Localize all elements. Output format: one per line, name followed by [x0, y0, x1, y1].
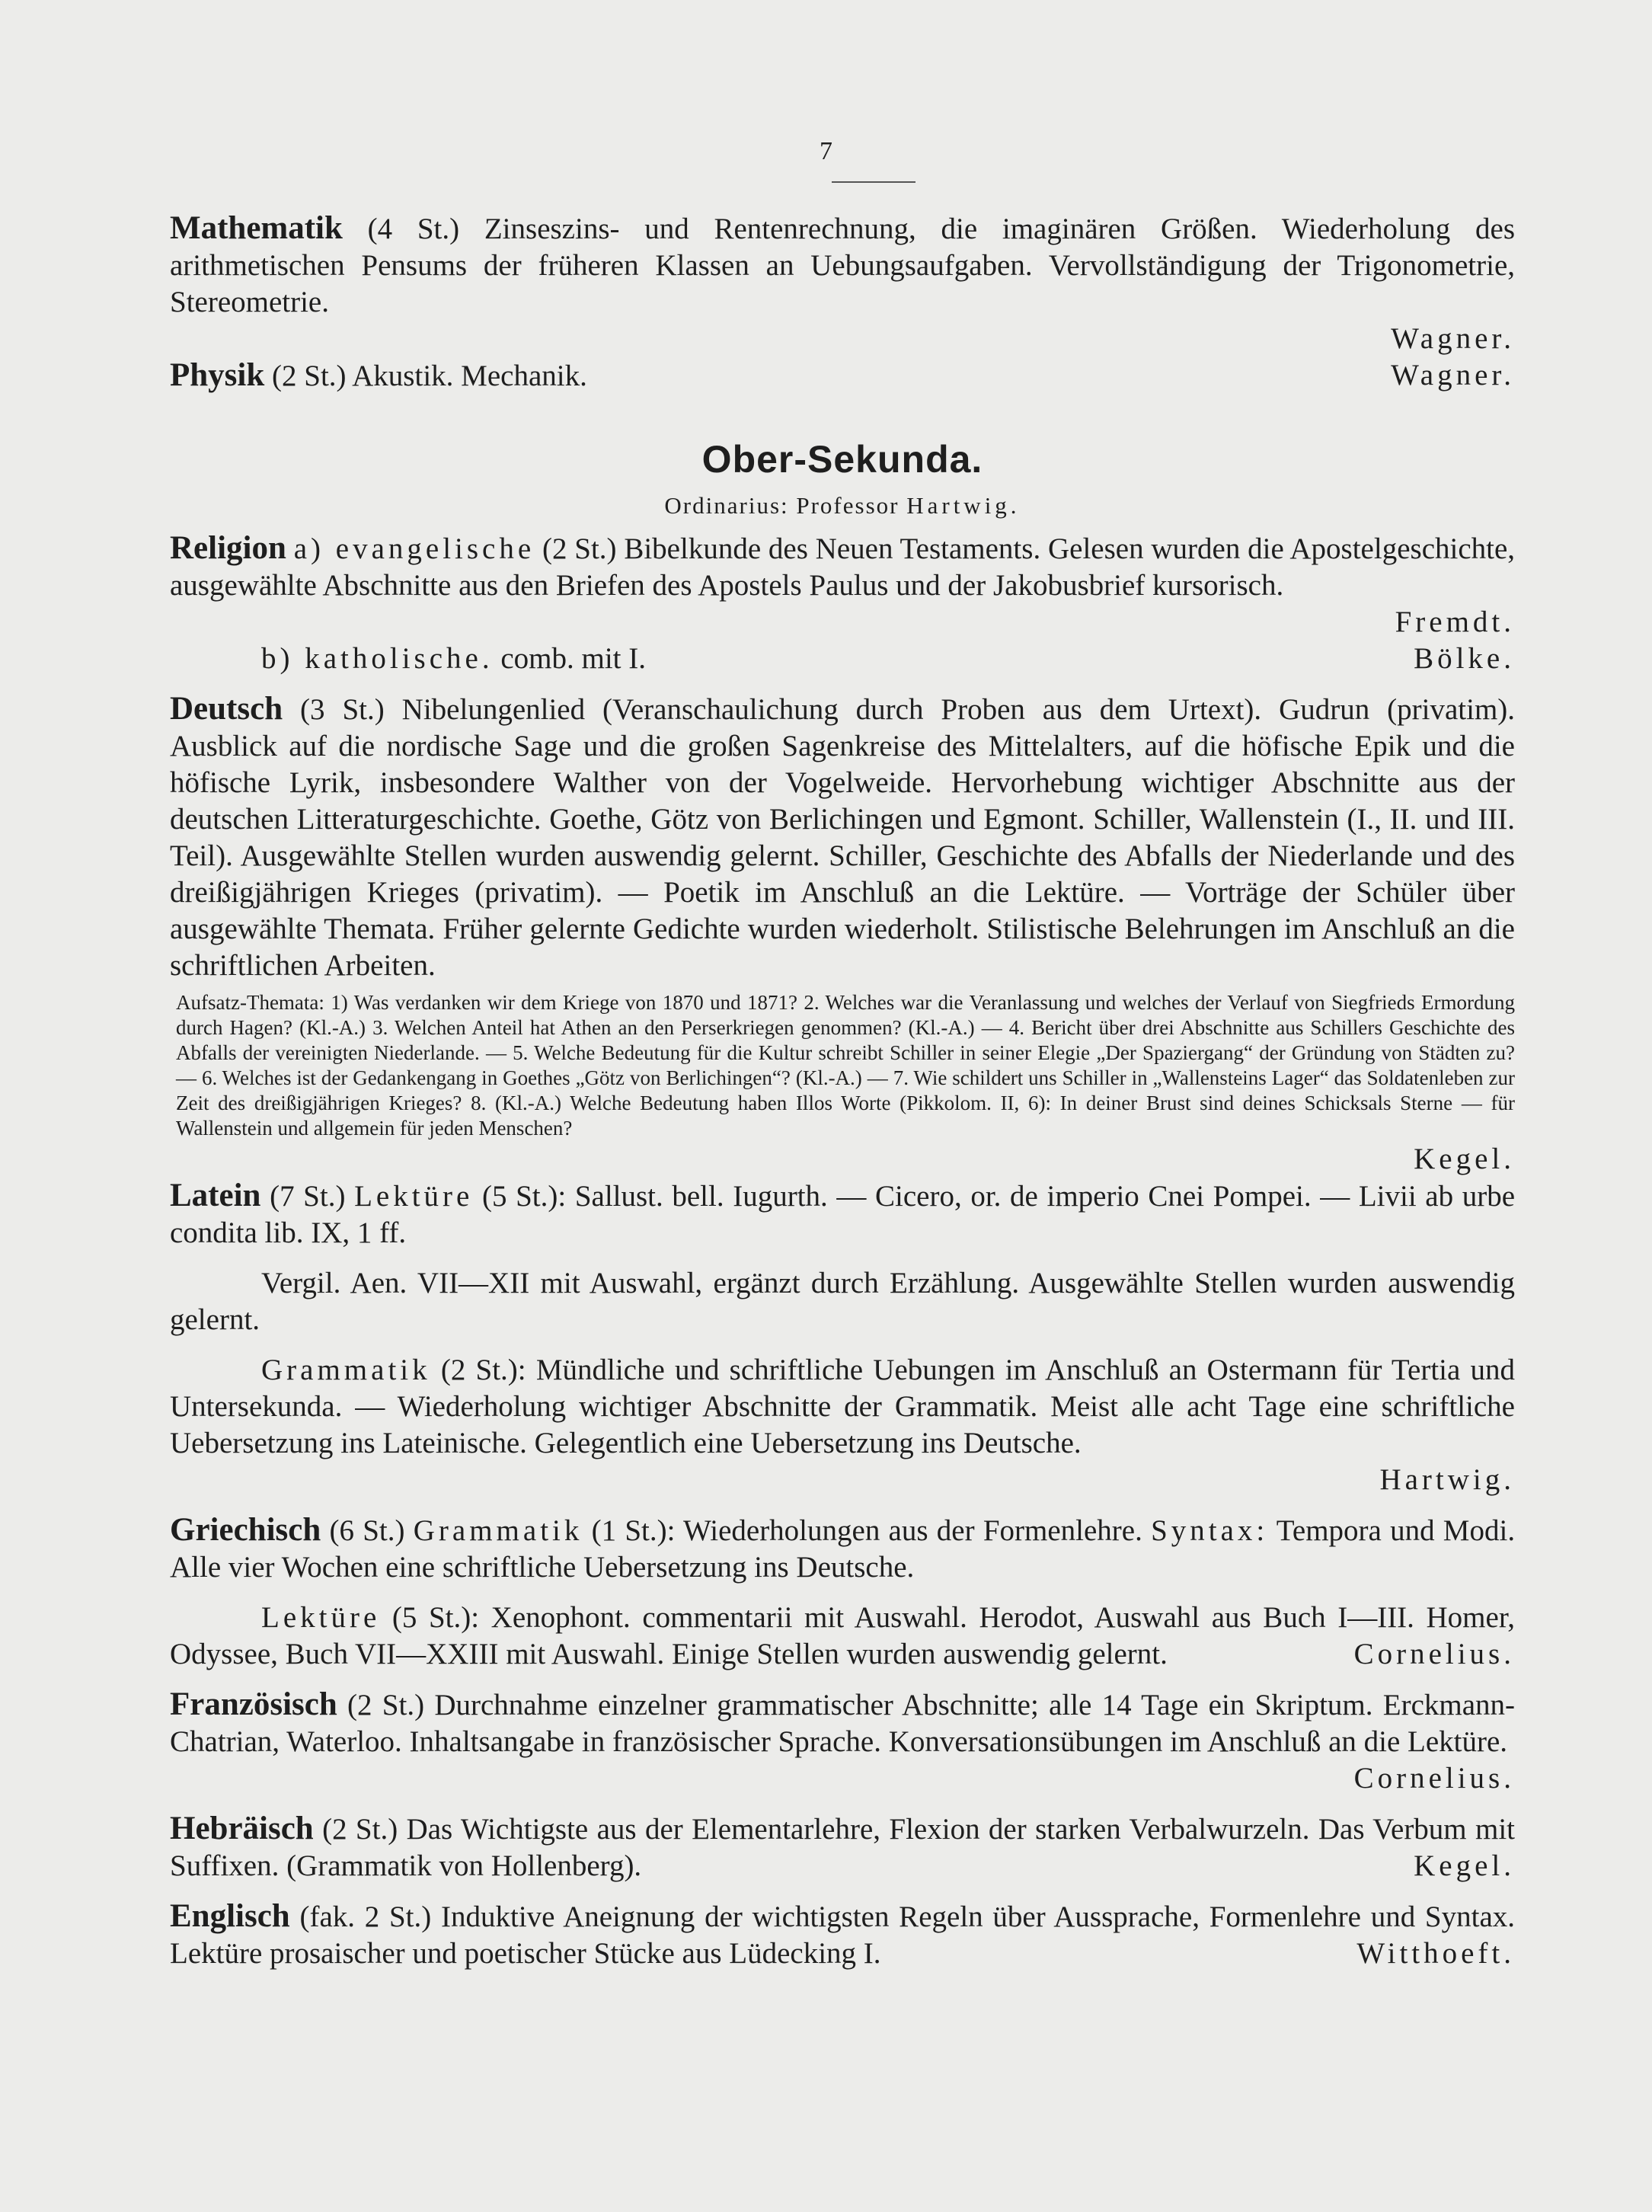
hours: (2 St.) [347, 1689, 425, 1721]
hours: (fak. 2 St.) [299, 1900, 432, 1933]
hours: (2 St.): [440, 1354, 526, 1386]
hours: (6 St.) [329, 1514, 405, 1547]
paragraph-mathematik [170, 210, 1515, 321]
hours: (7 St.) [270, 1180, 346, 1213]
paragraph-text: Wiederholungen aus der Formenlehre. [682, 1514, 1142, 1547]
teacher-name: Wagner. [1391, 322, 1515, 355]
hours: (5 St.): [481, 1180, 567, 1213]
teacher-name: Bölke. [1414, 642, 1515, 675]
hours: (1 St.): [591, 1514, 676, 1547]
hours: (5 St.): [391, 1601, 480, 1634]
paragraph-text: Induktive Aneignung der wichtigsten Regeln über Aussprache, Formenlehre und Syntax. Lektüre prosaischer und poetischer Stücke aus Lüdecking I. [170, 1900, 1516, 1970]
subject-title: Hebräisch [170, 1811, 314, 1846]
paragraph-latein-vergil: Vergil. Aen. VII—XII mit Auswahl, ergänzt durch Erzählung. Ausgewählte Stellen wurden auswendig gelernt. [170, 1267, 1515, 1336]
sub-label: Lektüre [354, 1180, 474, 1213]
section-hebraeisch [170, 1811, 1515, 1884]
subject-title: Latein [170, 1178, 261, 1213]
paragraph-griechisch-lektuere [170, 1600, 1515, 1673]
ordinarius-name: Hartwig. [906, 492, 1021, 519]
paragraph-deutsch [170, 691, 1515, 984]
essay-themes: Aufsatz-Themata: 1) Was verdanken wir dem Kriege von 1870 und 1871? 2. Welches war die Veranlassung und welches der Verlauf von Siegfrieds Ermordung durch Hagen? (Kl.-A.) 3. Welchen Anteil hat Athen an den Perserkriegen genommen? (Kl.-A.) — 4. Bericht über drei Abschnitte aus Schillers Geschichte des Abfalls der vereinigten Niederlande. — 5. Welche Bedeutung für die Kultur schreibt Schiller in seiner Elegie „Der Spaziergang“ der Gründung von Städten zu? — 6. Welches ist der Gedankengang in Goethes „Götz von Berlichingen“? (Kl.-A.) — 7. Wie schildert uns Schiller in „Wallensteins Lager“ das Soldatenleben zur Zeit des dreißigjährigen Krieges? 8. (Kl.-A.) Welche Bedeutung haben Illos Worte (Pikkolom. II, 6): In deiner Brust sind deines Schicksals Sterne — für Wallenstein und allgemein für jeden Menschen? [176, 991, 1515, 1140]
page-number: 7 [820, 137, 832, 165]
teacher-name: Cornelius. [1353, 1762, 1515, 1795]
paragraph-text: Durchnahme einzelner grammatischer Abschnitte; alle 14 Tage ein Skriptum. Erckmann-Chatrian, Waterloo. Inhaltsangabe in französischer Sprache. Konversationsübungen im Anschluß an die Lektüre. [170, 1689, 1516, 1758]
paragraph-text: Akustik. Mechanik. [352, 360, 587, 392]
sub-label: Lektüre [261, 1601, 381, 1634]
sub-label: a) evangelische [293, 532, 535, 565]
teacher-name: Wagner. [1391, 359, 1515, 392]
page-number-rule [832, 181, 915, 183]
paragraph-text: Sallust. bell. Iugurth. — Cicero, or. de imperio Cnei Pompei. — Livii ab urbe condita lib. IX, 1 ff. [170, 1180, 1516, 1249]
paragraph-text: Xenophont. commentarii mit Auswahl. Herodot, Auswahl aus Buch I—III. Homer, Odyssee, Buch VII—XXIII mit Auswahl. Einige Stellen wurden auswendig gelernt. [170, 1601, 1516, 1670]
teacher-name: Hartwig. [1379, 1463, 1515, 1496]
sub-label: Grammatik [413, 1514, 583, 1547]
paragraph-hebraeisch [170, 1811, 1515, 1884]
hours: (2 St.) [272, 360, 347, 392]
section-englisch [170, 1898, 1515, 1972]
subject-title: Englisch [170, 1898, 290, 1934]
paragraph-text: Tempora und Modi. Alle vier Wochen eine schriftliche Uebersetzung ins Deutsche. [170, 1514, 1516, 1584]
sub-label: Grammatik [261, 1354, 431, 1386]
hours: (2 St.) [542, 532, 617, 565]
hours: (2 St.) [322, 1813, 398, 1846]
section-deutsch [170, 691, 1515, 1178]
teacher-name: Kegel. [1414, 1143, 1515, 1175]
paragraph-physik [170, 357, 1515, 395]
sub-label: Syntax: [1151, 1514, 1269, 1547]
paragraph-text: Zinseszins- und Rentenrechnung, die imaginären Größen. Wiederholung des arithmetischen Pensums der früheren Klassen an Uebungsaufgaben. Vervollständigung der Trigonometrie, Stereometrie. [170, 213, 1516, 318]
ordinarius-label: Ordinarius: Professor [664, 492, 899, 519]
section-mathematik [170, 210, 1515, 357]
paragraph-latein-grammatik [170, 1352, 1515, 1462]
hours: (4 St.) [367, 213, 460, 245]
paragraph-text: comb. mit I. [500, 642, 646, 675]
paragraph-text: Bibelkunde des Neuen Testaments. Gelesen wurden die Apostelgeschichte, ausgewählte Abschnitte aus den Briefen des Apostels Paulus und der Jakobusbrief kursorisch. [170, 532, 1516, 602]
class-heading: Ober-Sekunda. [701, 438, 983, 481]
subject-title: Deutsch [170, 691, 283, 727]
paragraph-religion-b [170, 641, 1515, 677]
hours: (3 St.) [300, 693, 385, 726]
section-religion [170, 530, 1515, 677]
paragraph-text: Mündliche und schriftliche Uebungen im Anschluß an Ostermann für Tertia und Untersekunda. — Wiederholung wichtiger Abschnitte der Grammatik. Meist alle acht Tage eine schriftliche Uebersetzung ins Lateinische. Gelegentlich eine Uebersetzung ins Deutsche. [170, 1354, 1516, 1459]
paragraph-religion-a [170, 530, 1515, 604]
paragraph-englisch [170, 1898, 1515, 1972]
subject-title: Griechisch [170, 1512, 321, 1548]
teacher-name: Cornelius. [1353, 1638, 1515, 1670]
ordinarius-line [170, 492, 1515, 519]
paragraph-text: Nibelungenlied (Veranschaulichung durch Proben aus dem Urtext). Gudrun (privatim). Ausblick auf die nordische Sage und die großen Sagenkreise des Mittelalters, auf die höfische Epik und die höfische Lyrik, insbesondere Walther von der Vogelweide. Hervorhebung wichtiger Abschnitte aus der deutschen Litteraturgeschichte. Goethe, Götz von Berlichingen und Egmont. Schiller, Wallenstein (I., II. und III. Teil). Ausgewählte Stellen wurden auswendig gelernt. Schiller, Geschichte des Abfalls der Niederlande und des dreißigjährigen Krieges (privatim). — Poetik im Anschluß an die Lektüre. — Vorträge der Schüler über ausgewählte Themata. Früher gelernte Gedichte wurden wiederholt. Stilistische Belehrungen im Anschluß an die schriftlichen Arbeiten. [170, 693, 1516, 982]
subject-title: Religion [170, 530, 286, 566]
section-latein [170, 1178, 1515, 1498]
teacher-name: Kegel. [1414, 1849, 1515, 1882]
paragraph-latein-lektuere [170, 1178, 1515, 1251]
section-griechisch [170, 1512, 1515, 1673]
paragraph-text: Das Wichtigste aus der Elementarlehre, Flexion der starken Verbalwurzeln. Das Verbum mit Suffixen. (Grammatik von Hollenberg). [170, 1813, 1516, 1882]
sub-label: b) katholische. [261, 642, 494, 675]
section-physik [170, 357, 1515, 395]
teacher-name: Fremdt. [1395, 606, 1515, 638]
paragraph-griechisch-grammatik [170, 1512, 1515, 1586]
teacher-name: Witthoeft. [1356, 1937, 1515, 1970]
subject-title: Französisch [170, 1686, 337, 1722]
subject-title: Physik [170, 357, 265, 393]
section-franzoesisch [170, 1686, 1515, 1797]
paragraph-franzoesisch [170, 1686, 1516, 1795]
subject-title: Mathematik [170, 210, 343, 246]
